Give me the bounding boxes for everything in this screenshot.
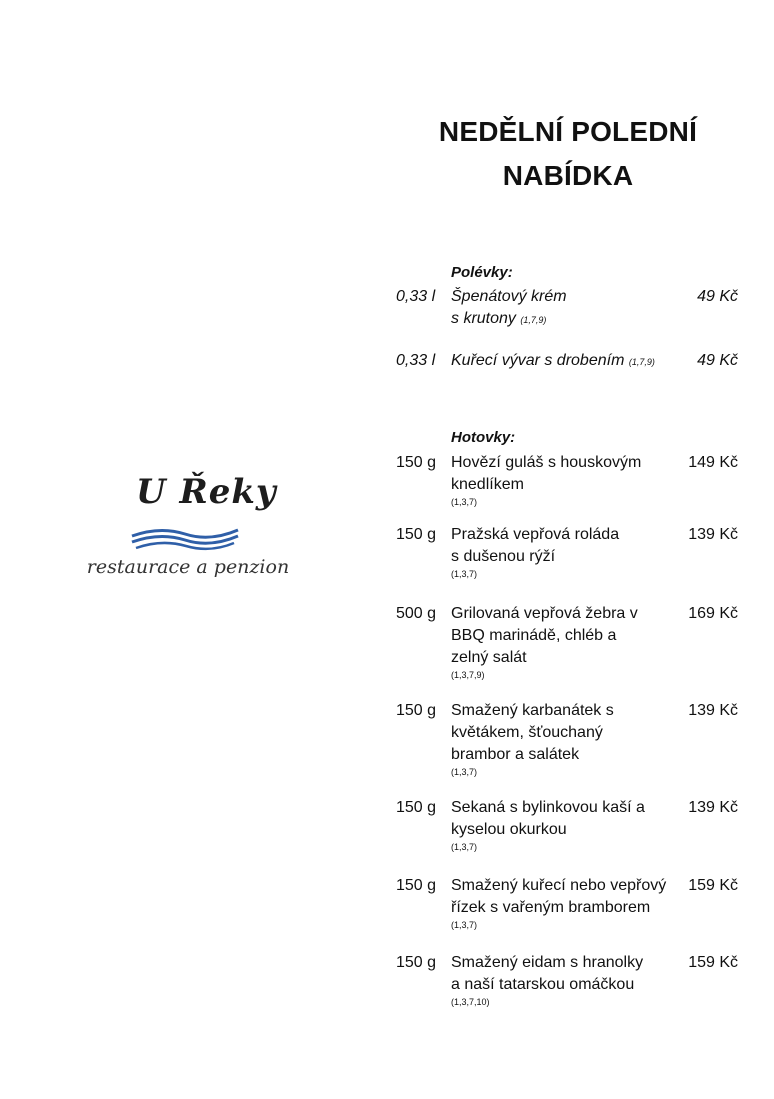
soups-section xyxy=(390,264,750,384)
item-allergens: (1,3,7) xyxy=(451,767,478,777)
item-quantity: 150 g xyxy=(396,454,437,471)
item-price: 159 Kč xyxy=(688,877,738,894)
item-price: 49 Kč xyxy=(697,352,738,369)
item-name: Pražská vepřová roláda s dušenou rýží (1,3,7) xyxy=(451,526,620,579)
item-name: Smažený karbanátek s květákem, šťouchaný brambor a salátek (1,3,7) xyxy=(451,700,631,778)
item-price: 139 Kč xyxy=(688,702,738,719)
item-allergens: (1,3,7) xyxy=(451,497,478,507)
waves-icon xyxy=(130,522,240,556)
item-name: Smažený eidam s hranolky a naší tatarskou omáčkou (1,3,7,10) xyxy=(451,952,656,1008)
item-price: 169 Kč xyxy=(688,605,738,622)
page-title xyxy=(420,110,716,198)
item-allergens: (1,3,7) xyxy=(451,920,478,930)
item-name: Smažený kuřecí nebo vepřový řízek s vařeným bramborem (1,3,7) xyxy=(451,875,677,931)
item-quantity: 150 g xyxy=(396,799,437,816)
item-quantity: 150 g xyxy=(396,702,437,719)
item-name: Sekaná s bylinkovou kaší a kyselou okurkou (1,3,7) xyxy=(451,799,645,852)
logo-subtitle: restaurace a penzion xyxy=(86,556,290,578)
section-title-mains: Hotovky: xyxy=(451,429,516,446)
item-allergens: (1,7,9) xyxy=(628,357,655,367)
item-quantity: 150 g xyxy=(396,954,437,971)
logo-name: U Řeky xyxy=(136,472,277,512)
item-price: 49 Kč xyxy=(697,288,738,305)
item-price: 149 Kč xyxy=(688,454,738,471)
item-name: Špenátový krém s krutony (1,7,9) xyxy=(451,288,567,327)
item-price: 159 Kč xyxy=(688,954,738,971)
item-price: 139 Kč xyxy=(688,799,738,816)
item-name: Grilovaná vepřová žebra v BBQ marinádě, chléb a zelný salát (1,3,7,9) xyxy=(451,603,641,681)
item-name: Hovězí guláš s houskovým knedlíkem (1,3,7) xyxy=(451,452,651,508)
item-quantity: 150 g xyxy=(396,877,437,894)
item-allergens: (1,3,7) xyxy=(451,842,478,852)
item-allergens: (1,3,7,9) xyxy=(451,670,485,680)
item-quantity: 150 g xyxy=(396,526,437,543)
section-title-soups: Polévky: xyxy=(451,264,513,281)
restaurant-logo xyxy=(78,470,298,600)
item-quantity: 0,33 l xyxy=(396,352,436,369)
item-quantity: 0,33 l xyxy=(396,288,436,305)
item-allergens: (1,3,7) xyxy=(451,569,478,579)
item-allergens: (1,3,7,10) xyxy=(451,997,490,1007)
title-line-2: NABÍDKA xyxy=(502,160,634,191)
item-name: Kuřecí vývar s drobením (1,7,9) xyxy=(451,352,655,369)
item-allergens: (1,7,9) xyxy=(520,315,547,325)
title-line-1: NEDĚLNÍ POLEDNÍ xyxy=(438,116,698,147)
item-quantity: 500 g xyxy=(396,605,437,622)
mains-section xyxy=(390,429,750,1029)
item-price: 139 Kč xyxy=(688,526,738,543)
